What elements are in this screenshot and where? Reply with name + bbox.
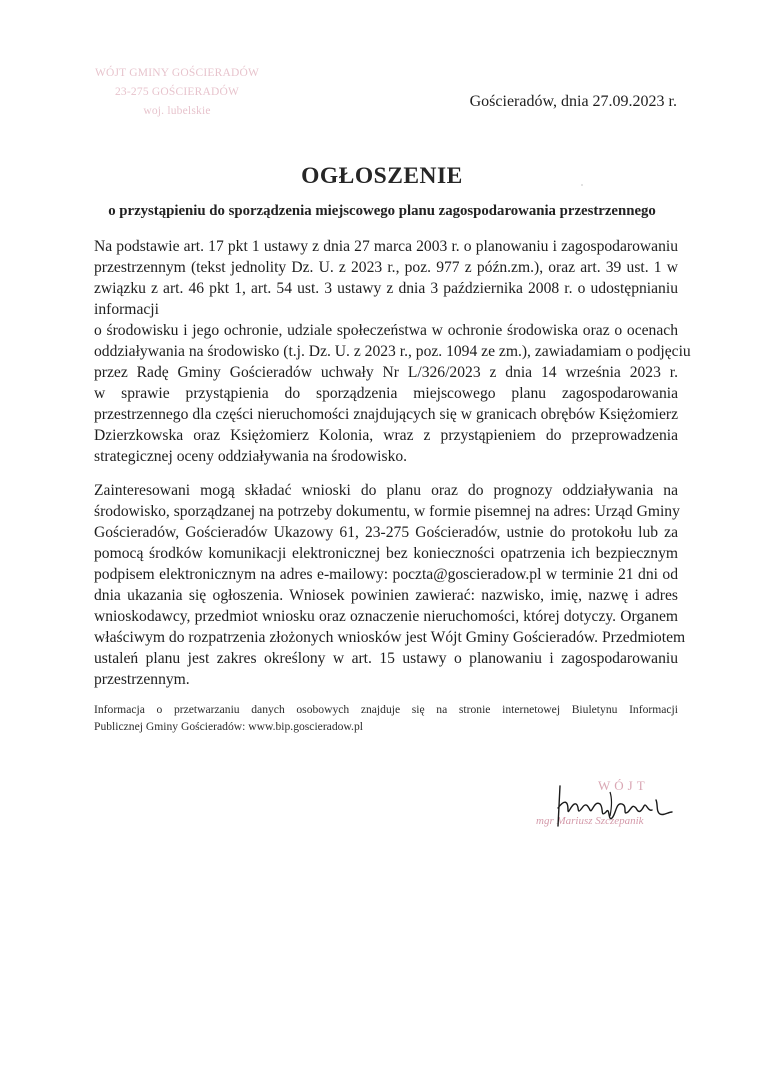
text-line: ustaleń planu jest zakres określony w art. 15 ustawy o planowaniu i zagospodarowaniu	[94, 650, 678, 667]
signature-name: mgr Mariusz Szczepanik	[536, 815, 644, 827]
signature-title: WÓJT	[598, 778, 649, 793]
office-stamp	[92, 64, 262, 121]
text-line: środowisko, sporządzanej na potrzeby dokumentu, w formie pisemnej na adres: Urząd Gminy	[94, 503, 680, 520]
stamp-line: woj. lubelskie	[143, 105, 211, 117]
text-line: właściwym do rozpatrzenia złożonych wniosków jest Wójt Gminy Gościeradów. Przedmiotem	[94, 629, 686, 646]
document-title: OGŁOSZENIE	[301, 163, 463, 189]
text-line: przestrzennym (tekst jednolity Dz. U. z 2023 r., poz. 977 z późn.zm.), oraz art. 39 ust. 1 w	[94, 259, 678, 276]
text-line: dnia ukazania się ogłoszenia. Wniosek powinien zawierać: nazwisko, imię, nazwę i adres	[94, 587, 678, 604]
text-line: przestrzennym.	[94, 671, 190, 688]
text-line: informacji	[94, 301, 159, 318]
text-line: pomocą środków komunikacji elektronicznej bez konieczności opatrzenia ich bezpiecznym	[94, 545, 678, 562]
handwritten-signature-icon	[546, 782, 676, 828]
text-line: podpisem elektronicznym na adres e-mailowy: poczta@goscieradow.pl w terminie 21 dni od	[94, 566, 678, 583]
text-line: Zainteresowani mogą składać wnioski do planu oraz do prognozy oddziaływania na	[94, 482, 678, 499]
stamp-line: WÓJT GMINY GOŚCIERADÓW	[94, 67, 260, 79]
text-line: przestrzennego dla części nieruchomości znajdujących się w granicach obrębów Księżomierz	[94, 406, 678, 423]
paragraph-submissions	[94, 480, 686, 690]
text-line: o środowisku i jego ochronie, udziale społeczeństwa w ochronie środowiska oraz o ocenach	[94, 322, 678, 339]
stamp-line: 23-275 GOŚCIERADÓW	[114, 86, 240, 98]
signature-block	[536, 778, 686, 838]
text-line: w sprawie przystąpienia do sporządzenia miejscowego planu zagospodarowania	[94, 385, 678, 402]
text-line: Na podstawie art. 17 pkt 1 ustawy z dnia 27 marca 2003 r. o planowaniu i zagospodarowaniu	[94, 238, 678, 255]
text-line: Informacja o przetwarzaniu danych osobowych znajduje się na stronie internetowej Biuletynu Informacji	[94, 703, 678, 716]
text-line: przez Radę Gminy Gościeradów uchwały Nr L/326/2023 z dnia 14 września 2023 r.	[94, 364, 678, 381]
text-line: Gościeradów, Gościeradów Ukazowy 61, 23-275 Gościeradów, ustnie do protokołu lub za	[94, 524, 678, 541]
paragraph-legal-basis	[94, 236, 691, 467]
text-line: oddziaływania na środowisko (t.j. Dz. U. z 2023 r., poz. 1094 ze zm.), zawiadamiam o podjęciu	[94, 343, 691, 360]
place-and-date: Gościeradów, dnia 27.09.2023 r.	[469, 93, 677, 110]
scan-speck	[581, 184, 583, 186]
privacy-note	[94, 701, 678, 735]
text-line: związku z art. 46 pkt 1, art. 54 ust. 3 ustawy z dnia 3 października 2008 r. o udostępnianiu	[94, 280, 678, 297]
text-line: wnioskodawcy, przedmiot wniosku oraz oznaczenie nieruchomości, której dotyczy. Organem	[94, 608, 678, 625]
document-subtitle: o przystąpieniu do sporządzenia miejscowego planu zagospodarowania przestrzennego	[108, 203, 656, 219]
text-line: strategicznej oceny oddziaływania na środowisko.	[94, 448, 408, 465]
text-line: Dzierzkowska oraz Księżomierz Kolonia, wraz z przystąpieniem do przeprowadzenia	[94, 427, 678, 444]
text-line: Publicznej Gminy Gościeradów: www.bip.goscieradow.pl	[94, 720, 363, 733]
